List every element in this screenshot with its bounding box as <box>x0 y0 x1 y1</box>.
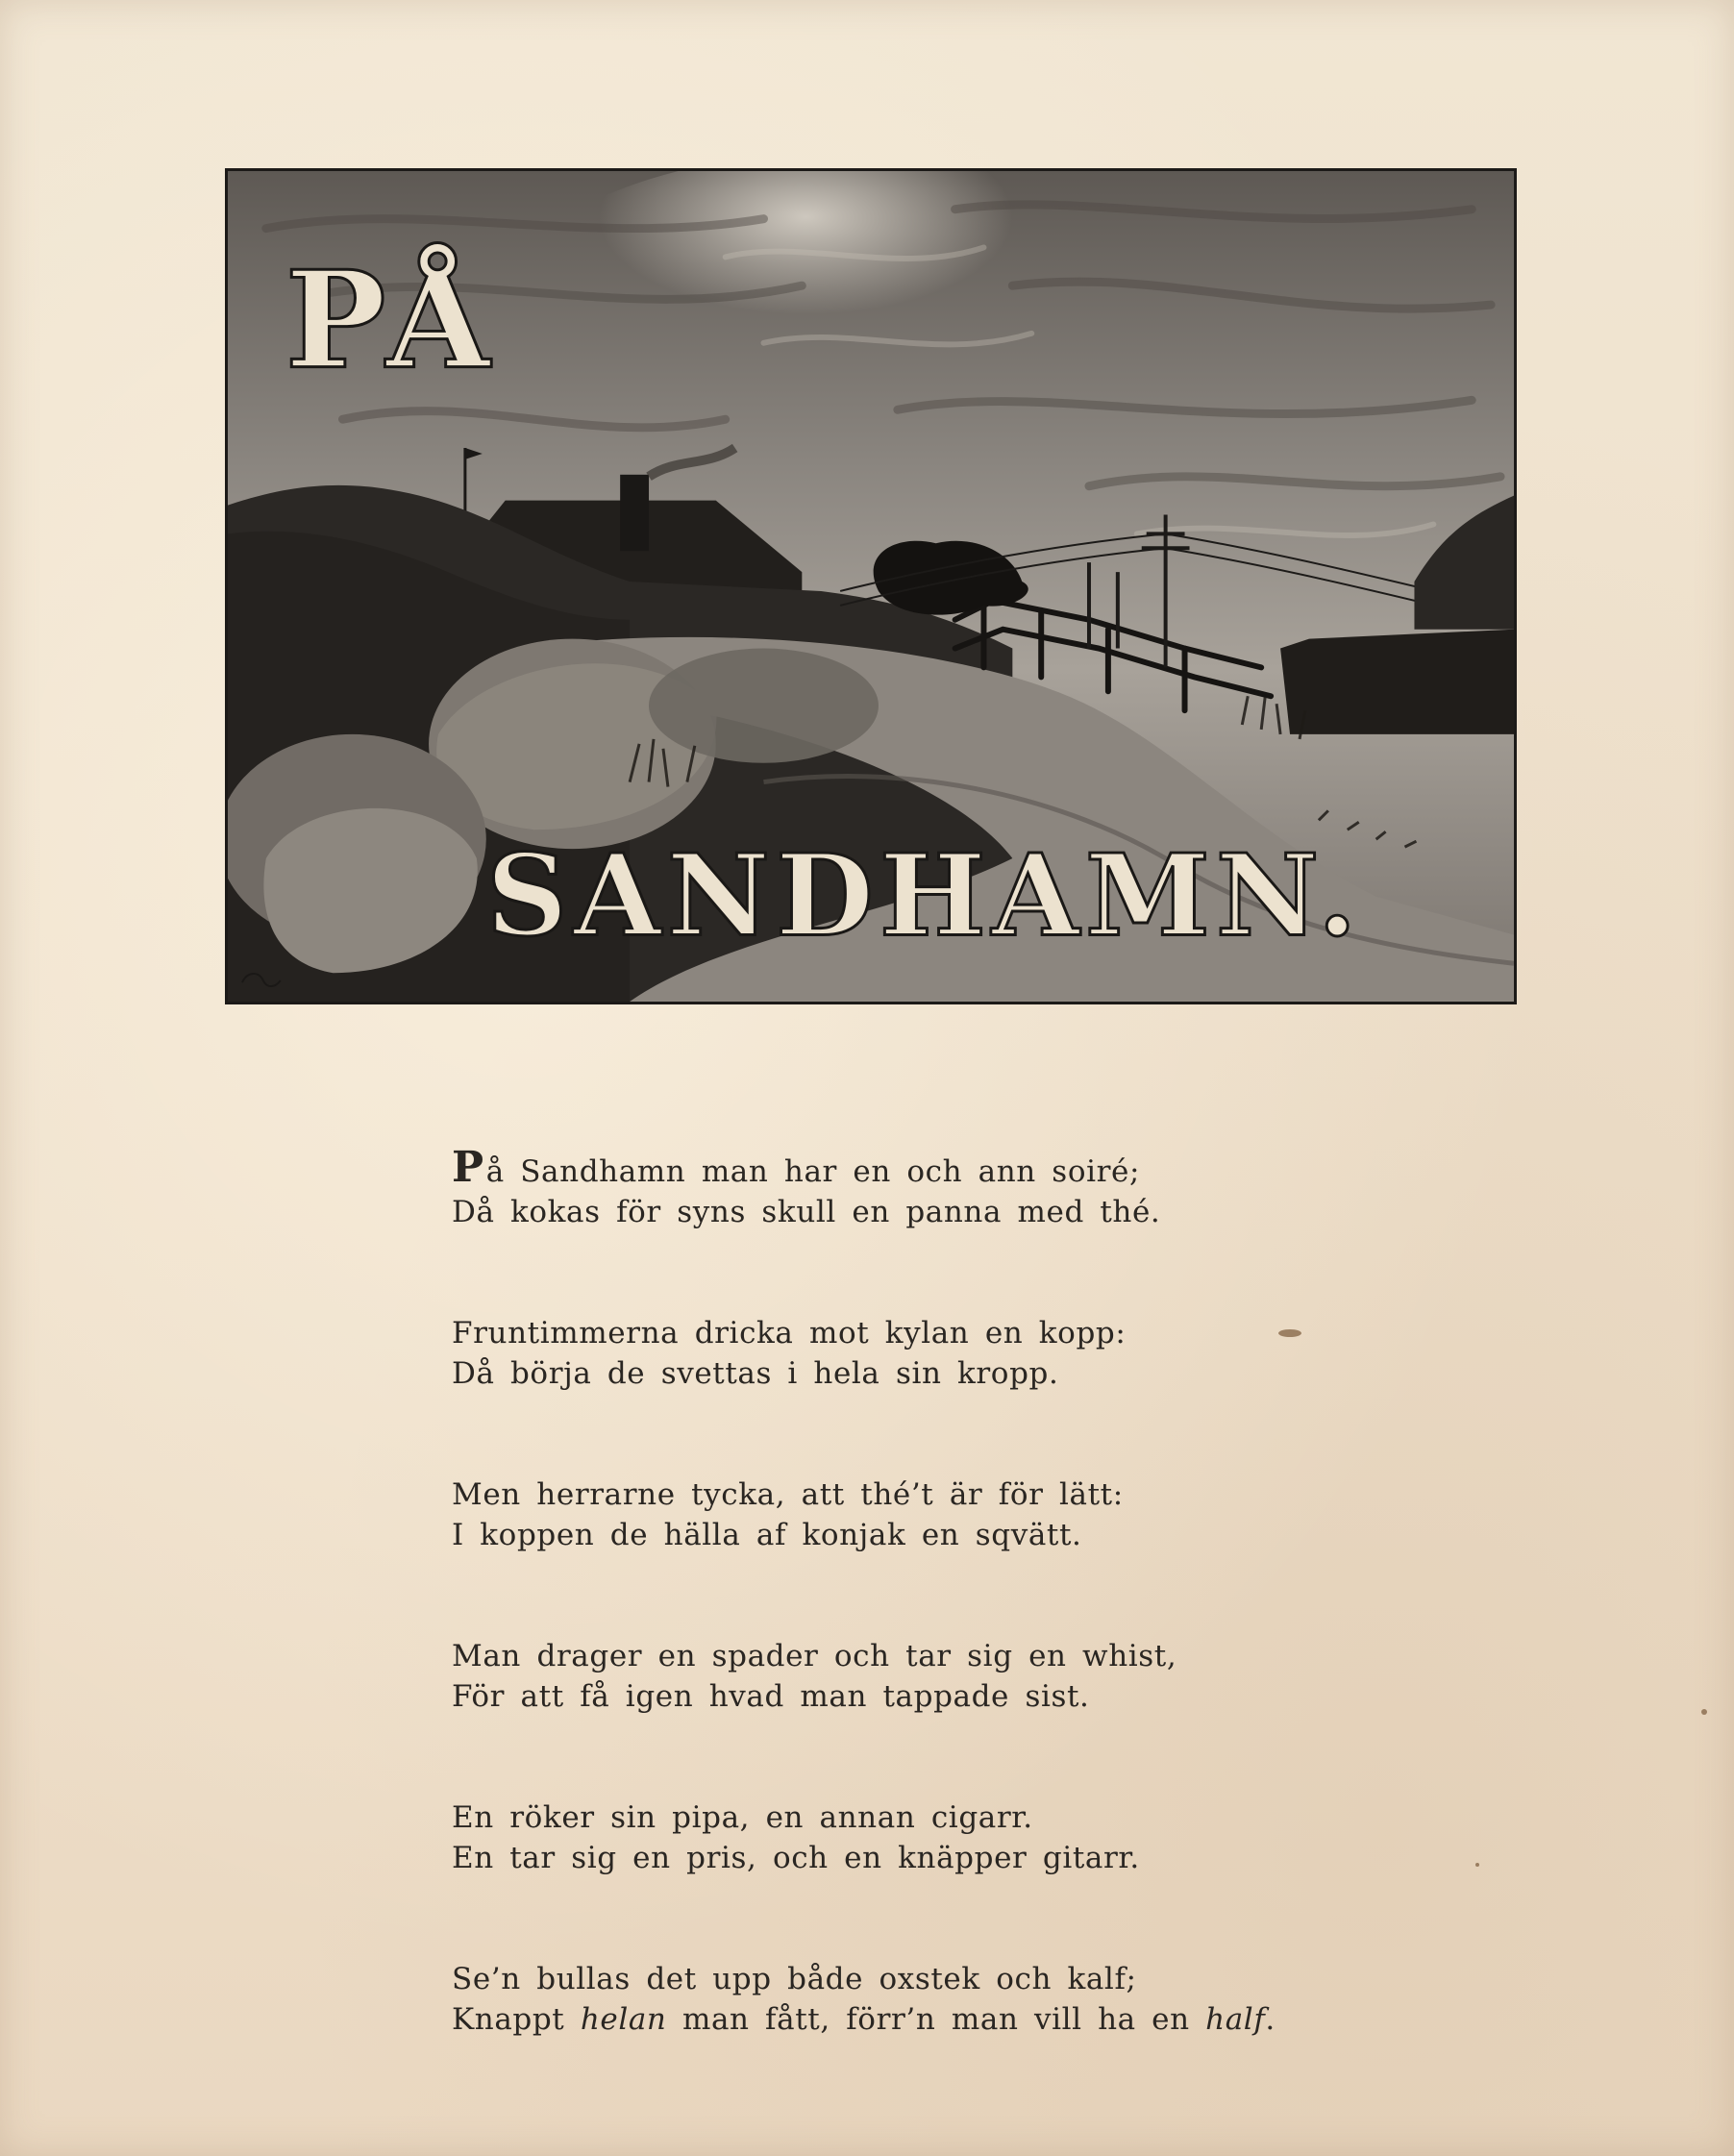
poem-line: En tar sig en pris, och en knäpper gitarr. <box>452 1841 1140 1875</box>
poem-line <box>452 1143 1413 1192</box>
poem-line: Man drager en spader och tar sig en whist, <box>452 1639 1177 1673</box>
line-text: Knappt <box>452 2002 581 2037</box>
line-text: . <box>1265 2002 1276 2037</box>
poem-line: I koppen de hälla af konjak en sqvätt. <box>452 1518 1082 1552</box>
poem-line: För att få igen hvad man tappade sist. <box>452 1679 1090 1714</box>
poem-line: Då kokas för syns skull en panna med thé. <box>452 1195 1161 1229</box>
title-pa: PÅ <box>285 240 490 399</box>
poem-line: Då börja de svettas i hela sin kropp. <box>452 1356 1059 1391</box>
italic-word-helan: helan <box>580 2002 667 2037</box>
poem-line: Men herrarne tycka, att thé’t är för lätt: <box>452 1477 1124 1512</box>
stanza-2 <box>452 1313 1413 1394</box>
stanza-5 <box>452 1797 1413 1878</box>
title-sandhamn: SANDHAMN. <box>485 829 1363 962</box>
paper-speck <box>1278 1329 1301 1337</box>
italic-word-half: half <box>1205 2002 1266 2037</box>
poem <box>452 1143 1413 2040</box>
sandhamn-illustration <box>225 168 1517 1004</box>
poem-line: Fruntimmerna dricka mot kylan en kopp: <box>452 1316 1127 1351</box>
line-text: å Sandhamn man har en och ann soiré; <box>485 1154 1141 1189</box>
line-text: man fått, förr’n man vill ha en <box>666 2002 1206 2037</box>
landscape-drawing <box>228 171 1514 1002</box>
stanza-3 <box>452 1475 1413 1555</box>
decorated-initial: P <box>452 1143 484 1192</box>
poem-line <box>452 1999 1413 2040</box>
poem-line: Se’n bullas det upp både oxstek och kalf; <box>452 1962 1137 1996</box>
stanza-4 <box>452 1636 1413 1717</box>
stanza-1 <box>452 1143 1413 1232</box>
stanza-6 <box>452 1959 1413 2040</box>
paper-speck <box>1475 1863 1479 1867</box>
poem-line: En röker sin pipa, en annan cigarr. <box>452 1800 1033 1835</box>
paper-speck <box>1701 1709 1707 1715</box>
